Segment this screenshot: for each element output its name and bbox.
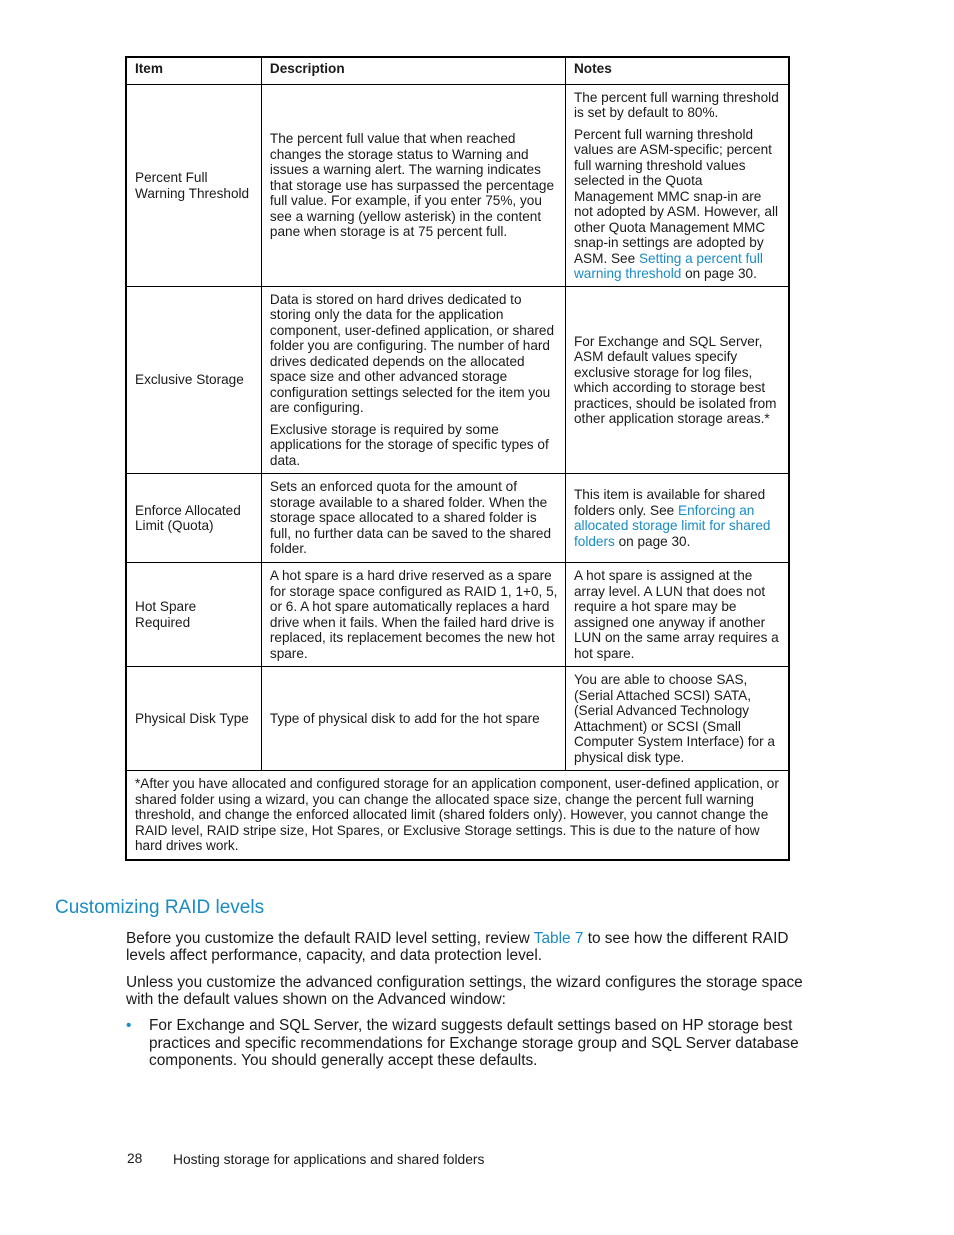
notes-text: This item is available for shared folders only. See xyxy=(573,487,766,518)
notes-cell: You are able to choose SAS, (Serial Attached SCSI) SATA, (Serial Advanced Technology Attachment) or SCSI (Small Computer System Interface) for a physical disk type. xyxy=(565,667,789,771)
paragraph: Unless you customize the advanced configuration settings, the wizard configures the storage space with the default values shown on the Advanced window: xyxy=(126,974,803,1008)
table-row xyxy=(126,287,789,474)
description-paragraph: Exclusive storage is required by some applications for the storage of specific types of data. xyxy=(269,421,549,468)
settings-table xyxy=(125,56,790,861)
bullet-icon: • xyxy=(126,1017,132,1034)
table-7-link[interactable]: Table 7 xyxy=(533,930,584,947)
header-item: Item xyxy=(126,57,261,85)
notes-text: Percent full warning threshold values are ASM-specific; percent full warning threshold values selected in the Quota Management MMC snap-in are not adopted by ASM. However, all other Quota Management MMC snap-in settings are adopted by ASM. See xyxy=(573,126,779,266)
notes-paragraph xyxy=(574,127,782,282)
notes-text: on page 30. xyxy=(614,533,691,549)
table-row xyxy=(126,563,789,667)
header-description: Description xyxy=(261,57,565,85)
description-cell xyxy=(261,287,565,474)
paragraph-text: to see how the different RAID levels affect performance, capacity, and data protection level. xyxy=(126,930,789,964)
notes-cell xyxy=(565,85,789,287)
description-cell: A hot spare is a hard drive reserved as a spare for storage space configured as RAID 1, 1+0, 5, or 6. A hot spare automatically replaces a hard drive when it fails. When the failed hard drive is replaced, its replacement becomes the new hot spare. xyxy=(261,563,565,667)
item-cell: Enforce Allocated Limit (Quota) xyxy=(126,474,261,563)
enforcing-allocated-limit-link[interactable]: Enforcing an allocated storage limit for shared folders xyxy=(573,502,771,549)
table-row xyxy=(126,85,789,287)
footer-title: Hosting storage for applications and shared folders xyxy=(173,1152,485,1167)
table-row xyxy=(126,474,789,563)
notes-text: on page 30. xyxy=(681,266,757,281)
item-cell: Physical Disk Type xyxy=(126,667,261,771)
item-cell: Percent Full Warning Threshold xyxy=(126,85,261,287)
bullet-item xyxy=(126,1017,806,1070)
header-notes: Notes xyxy=(565,57,789,85)
description-cell: The percent full value that when reached changes the storage status to Warning and issues a warning alert. The warning indicates that storage use has surpassed the percentage full value. For example, if you enter 75%, you see a warning (yellow asterisk) in the content pane when storage is at 75 percent full. xyxy=(261,85,565,287)
item-cell: Exclusive Storage xyxy=(126,287,261,474)
notes-paragraph: The percent full warning threshold is set by default to 80%. xyxy=(573,89,779,120)
description-cell: Type of physical disk to add for the hot spare xyxy=(261,667,565,771)
footnote-row xyxy=(126,771,789,860)
notes-cell xyxy=(565,474,789,563)
description-cell: Sets an enforced quota for the amount of storage available to a shared folder. When the storage space allocated to a shared folder is full, no further data can be saved to the shared folder. xyxy=(261,474,565,563)
notes-cell: For Exchange and SQL Server, ASM default values specify exclusive storage for log files, which according to storage best practices, should be isolated from other application storage areas.* xyxy=(565,287,789,474)
description-paragraph: Data is stored on hard drives dedicated to storing only the data for the application component, user-defined application, or shared folder you are configuring. The number of hard drives dedicated depends on the allocated space size and other advanced storage configuration settings selected for the item you are configuring. xyxy=(269,291,555,416)
notes-cell: A hot spare is assigned at the array level. A LUN that does not require a hot spare may be assigned one anyway if another LUN on the same array requires a hot spare. xyxy=(565,563,789,667)
percent-full-warning-link[interactable]: Setting a percent full warning threshold xyxy=(573,250,763,281)
item-cell: Hot Spare Required xyxy=(126,563,261,667)
table-header-row xyxy=(126,57,789,85)
bullet-text: For Exchange and SQL Server, the wizard suggests default settings based on HP storage best practices and specific recommendations for Exchange storage group and SQL Server database components. You should generally accept these defaults. xyxy=(149,1017,799,1069)
footnote-cell: *After you have allocated and configured storage for an application component, user-defined application, or shared folder using a wizard, you can change the allocated space size, change the percent full warning threshold, and change the enforced allocated limit (shared folders only). However, you cannot change the RAID level, RAID stripe size, Hot Spares, or Exclusive Storage settings. This is due to the nature of how hard drives work. xyxy=(126,771,789,860)
page-number: 28 xyxy=(127,1151,143,1166)
section-heading: Customizing RAID levels xyxy=(55,897,265,918)
paragraph-text: Before you customize the default RAID level setting, review xyxy=(126,930,534,947)
paragraph xyxy=(126,930,826,964)
table-row xyxy=(126,667,789,771)
